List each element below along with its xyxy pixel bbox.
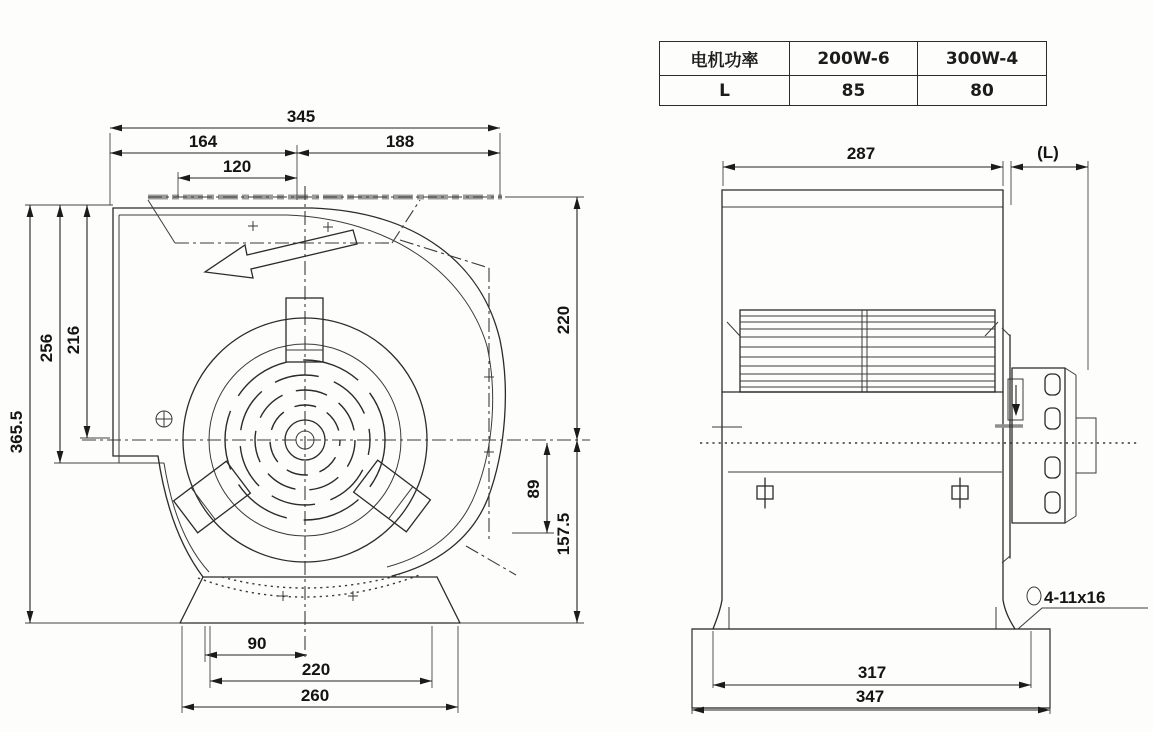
svg-text:(L): (L) <box>1037 143 1059 162</box>
volute-cutoff-outer <box>158 456 203 577</box>
outlet-right-slant-chain <box>392 200 420 243</box>
corner-chain-bottom-right <box>466 546 516 575</box>
dim-body-depth <box>723 144 1003 186</box>
housing-left-wall <box>113 208 158 456</box>
bolt-symbol-right <box>952 478 968 508</box>
bolt-symbol-left <box>757 478 773 508</box>
svg-text:216: 216 <box>64 325 83 355</box>
dim-top-to-center <box>505 197 584 440</box>
spec-header-200w6: 200W-6 <box>790 42 918 76</box>
outlet-left-slant <box>148 200 175 243</box>
svg-text:4-11x16: 4-11x16 <box>1044 588 1106 607</box>
motor-vent-slot-4 <box>1045 492 1060 513</box>
spec-value-300w4: 80 <box>918 76 1047 106</box>
dim-height-inner <box>64 205 110 438</box>
body-right-edge <box>1003 190 1015 629</box>
clamp-bracket-right <box>354 460 431 532</box>
svg-text:260: 260 <box>300 686 330 705</box>
svg-text:317: 317 <box>857 663 887 682</box>
svg-text:345: 345 <box>286 107 316 126</box>
corner-chain-top-right <box>400 240 489 268</box>
dim-width-left <box>110 132 297 200</box>
svg-text:220: 220 <box>301 660 331 679</box>
spec-value-200w6: 85 <box>790 76 918 106</box>
housing-left-wall-inner <box>119 215 164 463</box>
svg-text:287: 287 <box>846 144 876 163</box>
svg-text:120: 120 <box>222 157 252 176</box>
motor-vent-slot-2 <box>1045 408 1060 429</box>
svg-text:164: 164 <box>188 132 218 151</box>
dim-center-to-base <box>554 440 577 623</box>
svg-text:347: 347 <box>855 687 885 706</box>
down-arrow-icon <box>1012 404 1020 416</box>
body-left-edge <box>713 190 722 629</box>
side-view <box>692 143 1148 714</box>
slot-note-leader-line <box>1018 608 1148 629</box>
dim-base-bolt-span-side <box>713 663 1031 685</box>
svg-text:220: 220 <box>554 305 573 335</box>
front-view <box>7 107 590 713</box>
spec-row-label-L: L <box>660 76 790 106</box>
dim-base-bolt-span <box>210 626 432 688</box>
dim-width-right <box>297 132 500 153</box>
svg-text:89: 89 <box>524 479 543 499</box>
spec-header-300w4: 300W-4 <box>918 42 1047 76</box>
dim-base-center-offset <box>205 626 307 662</box>
svg-text:256: 256 <box>37 333 56 363</box>
svg-text:90: 90 <box>247 634 267 653</box>
plus-marks <box>248 221 494 601</box>
rotation-arrow <box>205 230 357 278</box>
clamp-bracket-left <box>174 461 251 533</box>
motor-vent-slot-3 <box>1045 457 1060 478</box>
feet-inner-lines <box>729 607 996 629</box>
slot-hole-icon <box>1027 587 1041 605</box>
svg-text:188: 188 <box>385 132 415 151</box>
motor-vent-slot-1 <box>1045 374 1060 395</box>
datum-target-symbol <box>156 411 172 427</box>
svg-text:157.5: 157.5 <box>554 512 573 556</box>
motor <box>1002 328 1096 563</box>
svg-text:365.5: 365.5 <box>7 410 26 454</box>
mounting-slot-note <box>1018 587 1148 629</box>
motor-terminal-box <box>1076 418 1096 473</box>
dim-outlet-width <box>178 157 297 197</box>
dim-motor-length <box>1011 143 1088 370</box>
dim-center-to-bracket <box>512 443 554 533</box>
volute-outer-curve <box>312 208 505 576</box>
spec-header-motor-power: 电机功率 <box>660 42 790 76</box>
impeller-louvers <box>727 310 998 392</box>
